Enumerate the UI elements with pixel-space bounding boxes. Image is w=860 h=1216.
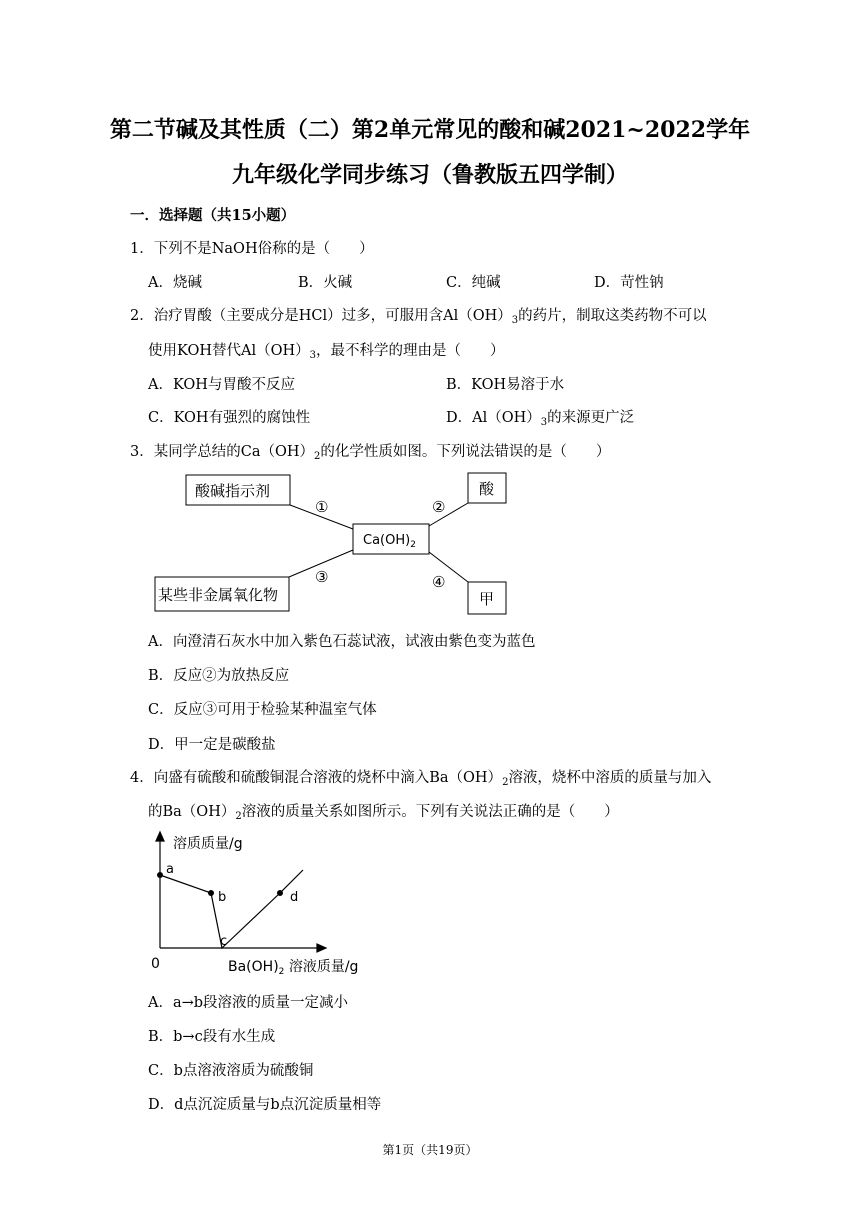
point-label-c: c xyxy=(220,934,228,949)
point-label-a: a xyxy=(166,862,174,877)
box-nonmetal-oxide-label: 某些非金属氧化物 xyxy=(158,586,279,604)
q1-stem: 1．下列不是NaOH俗称的是（ ） xyxy=(130,241,374,257)
q4-option-a: A．a→b段溶液的质量一定减小 xyxy=(148,995,349,1011)
reaction-1-label: ① xyxy=(315,498,329,516)
point-d xyxy=(277,890,283,896)
center-label: $Ca(OH)_2$ xyxy=(363,533,416,550)
point-label-b: b xyxy=(218,890,227,905)
section-heading: 一．选择题（共15小题） xyxy=(130,207,296,224)
reaction-2-label: ② xyxy=(432,498,446,516)
q1-option-b: B．火碱 xyxy=(298,275,353,291)
q2-option-a: A．KOH与胃酸不反应 xyxy=(148,377,295,393)
y-axis-label: 溶质质量/g xyxy=(173,836,243,852)
reaction-3-label: ③ xyxy=(315,568,329,586)
q3-option-b: B．反应②为放热反应 xyxy=(148,668,290,684)
q3-option-c: C．反应③可用于检验某种温室气体 xyxy=(148,702,377,718)
q4-stem-line-1: 4．向盛有硫酸和硫酸铜混合溶液的烧杯中滴入$Ba(OH)_2$溶液，烧杯中溶质的质量与加入 xyxy=(130,770,712,788)
q2-stem-line-2: 使用KOH替代$Al(OH)_3$，最不科学的理由是（ ） xyxy=(148,343,505,361)
q2-option-d: D．$Al(OH)_3$的来源更广泛 xyxy=(446,410,635,428)
q2-stem-line-1: 2．治疗胃酸（主要成分是HCl）过多，可服用含$Al(OH)_3$的药片，制取这类药物不可以 xyxy=(130,308,707,326)
q4-chart xyxy=(140,828,380,978)
q3-option-d: D．甲一定是碳酸盐 xyxy=(148,737,276,753)
box-indicator-label: 酸碱指示剂 xyxy=(195,482,271,500)
point-a xyxy=(157,872,163,878)
series-line xyxy=(160,870,303,948)
reaction-4-label: ④ xyxy=(432,573,446,591)
q4-option-d: D．d点沉淀质量与b点沉淀质量相等 xyxy=(148,1097,382,1113)
origin-label: 0 xyxy=(151,956,160,972)
q2-option-b: B．KOH易溶于水 xyxy=(446,377,565,393)
q1-option-c: C．纯碱 xyxy=(446,275,501,291)
x-axis-arrow xyxy=(317,944,326,952)
box-jia-label: 甲 xyxy=(479,590,495,608)
q3-option-a: A．向澄清石灰水中加入紫色石蕊试液，试液由紫色变为蓝色 xyxy=(148,634,536,650)
q2-option-c: C．KOH有强烈的腐蚀性 xyxy=(148,410,311,426)
document-title-line-1: 第二节碱及其性质（二）第2单元常见的酸和碱2021~2022学年 xyxy=(109,117,751,143)
page-footer: 第1页（共19页） xyxy=(382,1143,478,1157)
q3-diagram xyxy=(150,470,520,620)
point-label-d: d xyxy=(290,890,299,905)
q4-option-b: B．b→c段有水生成 xyxy=(148,1029,276,1045)
y-axis-arrow xyxy=(156,832,164,841)
x-axis-label: $Ba(OH)_2$ 溶液质量/g xyxy=(228,959,359,977)
q3-stem: 3．某同学总结的$Ca(OH)_2$的化学性质如图。下列说法错误的是（ ） xyxy=(130,444,611,462)
document-title-line-2: 九年级化学同步练习（鲁教版五四学制） xyxy=(231,162,628,188)
q4-option-c: C．b点溶液溶质为硫酸铜 xyxy=(148,1063,314,1079)
q1-option-d: D．苛性钠 xyxy=(594,275,664,291)
q1-option-a: A．烧碱 xyxy=(148,275,202,291)
q4-stem-line-2: 的$Ba(OH)_2$溶液的质量关系如图所示。下列有关说法正确的是（ ） xyxy=(148,804,619,822)
point-b xyxy=(208,890,214,896)
box-acid-label: 酸 xyxy=(479,480,495,498)
